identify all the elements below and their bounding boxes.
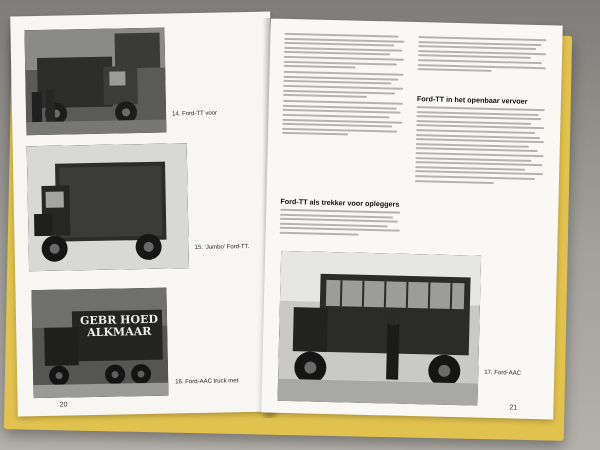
right-page-number: 21 — [509, 404, 518, 412]
heading-trekker: Ford-TT als trekker voor opleggers — [280, 196, 400, 209]
text-column-1 — [282, 33, 405, 140]
caption-17: 17. Ford-AAC — [484, 369, 522, 377]
photo-truck-2 — [27, 143, 189, 271]
left-page — [10, 12, 278, 417]
left-page-number: 20 — [59, 401, 68, 409]
truck-sign-line2: ALKMAAR — [87, 324, 152, 340]
truck-sign — [76, 314, 162, 340]
text-column-2-lower — [415, 106, 545, 187]
photo-truck-3 — [31, 288, 168, 399]
caption-14: 14. Ford-TT voor — [172, 110, 218, 118]
heading-openbaar-vervoer: Ford-TT in het openbaar vervoer — [416, 94, 528, 106]
text-column-1-lower — [280, 209, 401, 239]
text-column-2 — [418, 36, 547, 76]
truck-sign-line1: GEBR HOED — [79, 312, 159, 328]
caption-15: 15. 'Jumbo' Ford-TT. — [194, 243, 250, 252]
photo-truck-1 — [24, 28, 166, 136]
photo-bus — [278, 251, 482, 406]
right-page — [261, 18, 563, 419]
caption-16: 16. Ford-AAC truck met — [175, 378, 239, 386]
